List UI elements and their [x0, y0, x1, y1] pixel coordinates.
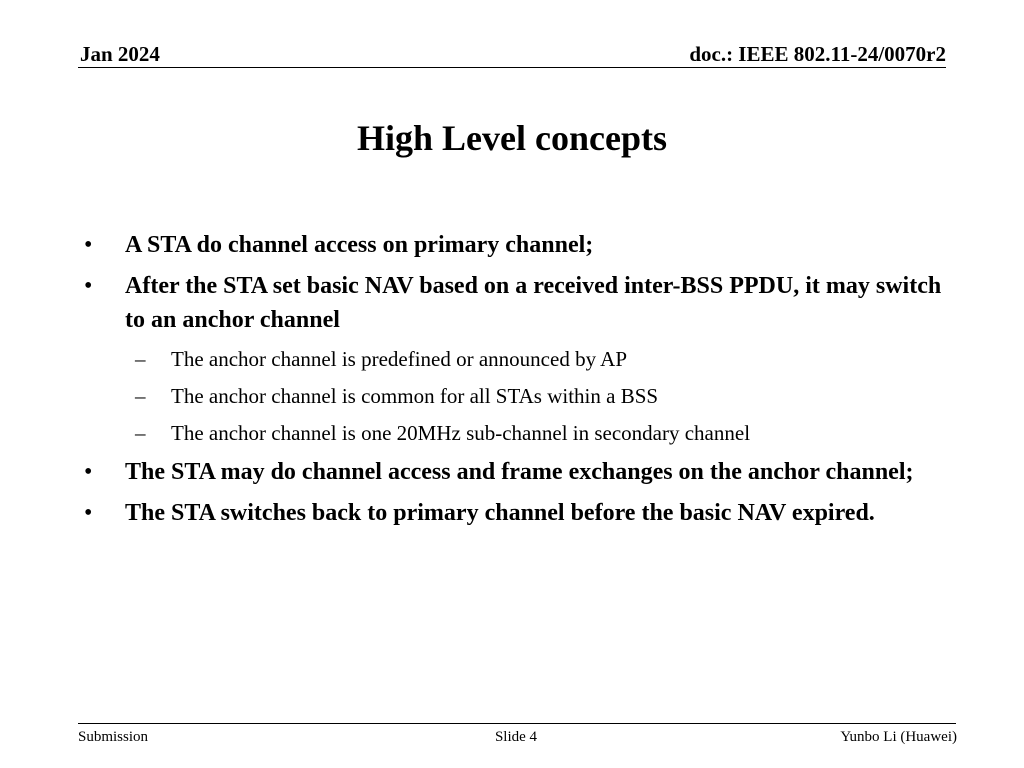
sub-bullet-marker: – [135, 347, 146, 371]
bullet-text: After the STA set basic NAV based on a received inter-BSS PPDU, it may switch to an anchor channel [125, 273, 942, 333]
header-date: Jan 2024 [80, 42, 160, 66]
bullet-item [0, 228, 1024, 262]
bullet-marker: • [84, 459, 93, 485]
sub-bullet-item [0, 418, 1024, 449]
footer-slide-number: Slide 4 [494, 729, 538, 745]
sub-bullet-text: The anchor channel is common for all STAs within a BSS [171, 384, 659, 408]
header-divider [78, 67, 946, 68]
bullet-text: A STA do channel access on primary channel; [125, 232, 594, 258]
bullet-item [0, 496, 1024, 530]
footer-submission: Submission [78, 729, 149, 745]
bullet-item [0, 269, 1024, 337]
bullet-item [0, 455, 1024, 489]
bullet-marker: • [84, 500, 93, 526]
footer-author: Yunbo Li (Huawei) [840, 729, 957, 745]
sub-bullet-marker: – [135, 421, 146, 445]
bullet-marker: • [84, 232, 93, 258]
bullet-marker: • [84, 273, 93, 299]
footer-divider [78, 723, 956, 724]
sub-bullet-text: The anchor channel is predefined or announced by AP [171, 347, 628, 371]
sub-bullet-text: The anchor channel is one 20MHz sub-channel in secondary channel [171, 421, 751, 445]
header-doc-id: doc.: IEEE 802.11-24/0070r2 [689, 42, 946, 66]
bullet-text: The STA may do channel access and frame exchanges on the anchor channel; [125, 459, 914, 485]
sub-bullet-item [0, 344, 1024, 375]
sub-bullet-marker: – [135, 384, 146, 408]
bullet-list [0, 228, 1024, 537]
slide-title: High Level concepts [357, 118, 667, 158]
bullet-text: The STA switches back to primary channel before the basic NAV expired. [125, 500, 875, 526]
sub-bullet-list [0, 344, 1024, 449]
sub-bullet-item [0, 381, 1024, 412]
